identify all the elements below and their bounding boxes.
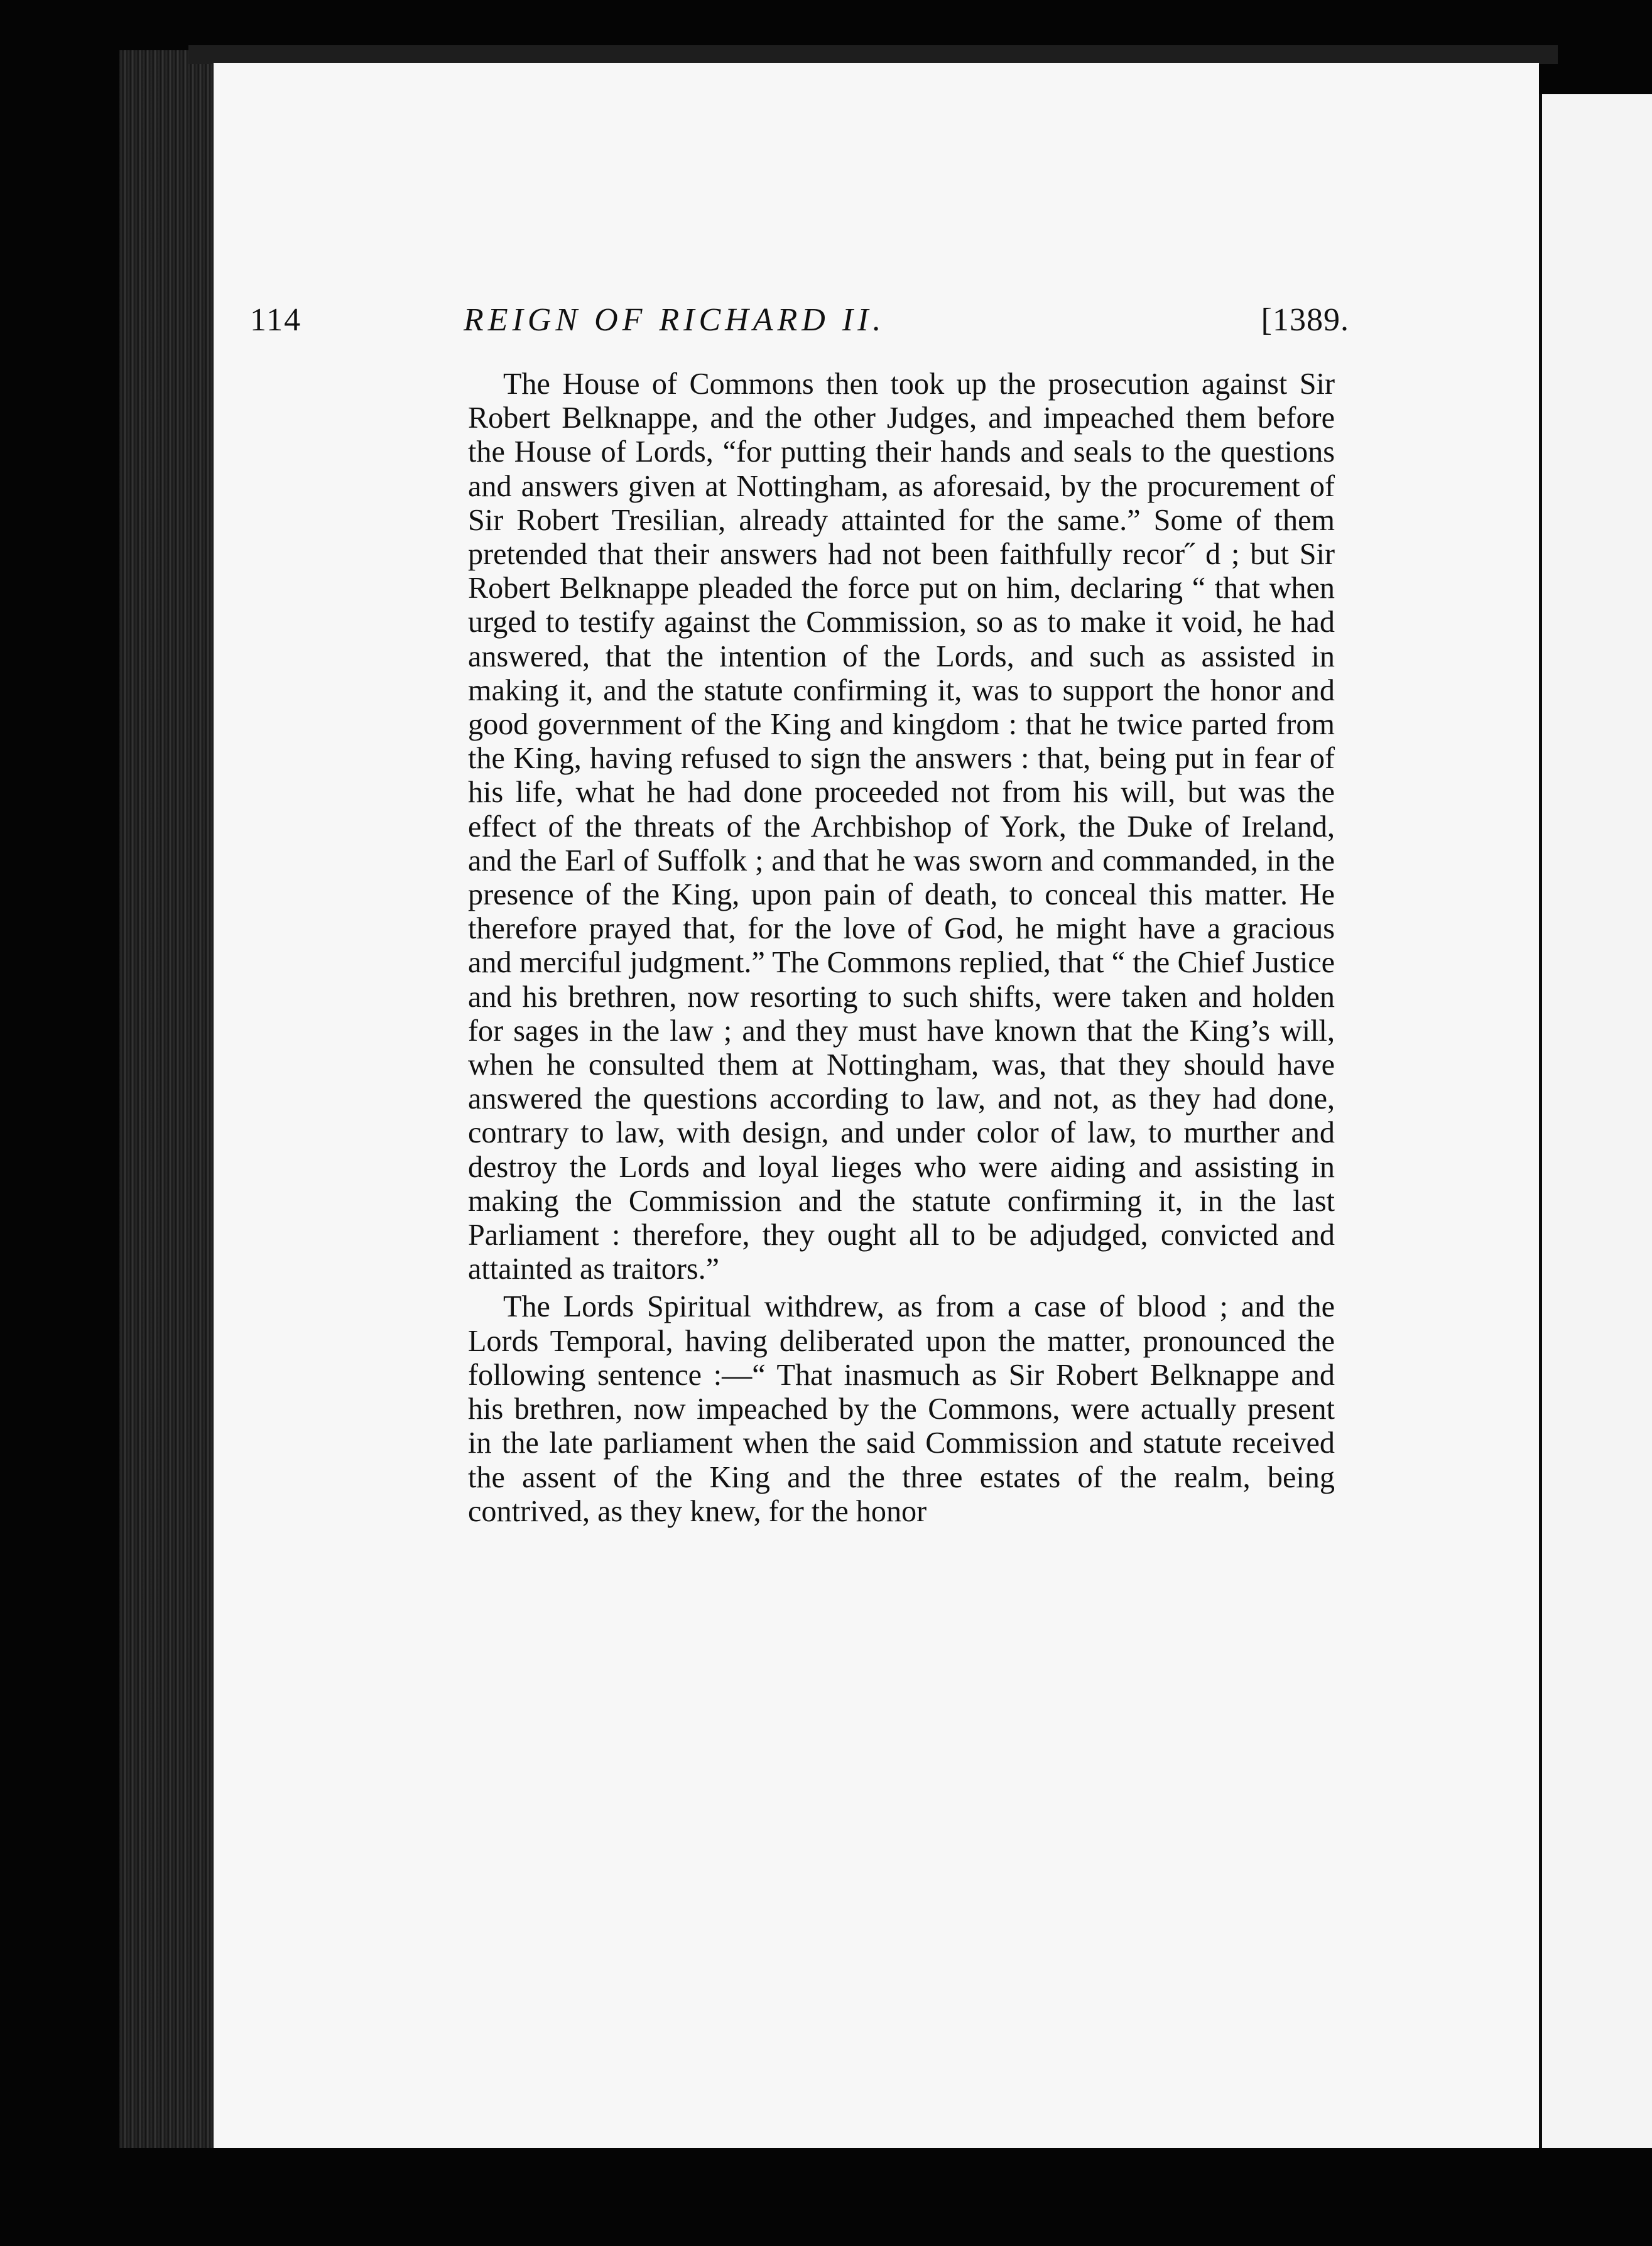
- facing-page: [1542, 94, 1652, 2148]
- page-header: [250, 301, 1349, 358]
- running-title: REIGN OF RICHARD II.: [464, 302, 886, 338]
- page-number: 114: [250, 302, 302, 338]
- body-text: [468, 367, 1335, 1529]
- paragraph: The Lords Spiritual withdrew, as from a case of blood ; and the Lords Temporal, having deliberated upon the matter, pronounced the following sentence :—“ That inasmuch as Sir Robert Belknappe and his brethren, now impeached by the Commons, were actually present in the late parliament when the said Commission and statute received the assent of the King and the three estates of the realm, being contrived, as they knew, for the honor: [468, 1290, 1335, 1528]
- book-top-edge: [188, 45, 1558, 64]
- header-year: [1389.: [1261, 302, 1349, 338]
- paragraph: The House of Commons then took up the prosecution against Sir Robert Belknappe, and the other Judges, and impeached them before the House of Lords, “for putting their hands and seals to the questions and answers given at Nottingham, as aforesaid, by the procurement of Sir Robert Tresilian, already attainted for the same.” Some of them pretended that their answers had not been faithfully recor˝ d ; but Sir Robert Belknappe pleaded the force put on him, declaring “ that when urged to testify against the Commission, so as to make it void, he had answered, that the intention of the Lords, and such as assisted in making it, and the statute confirming it, was to support the honor and good government of the King and kingdom : that he twice parted from the King, having refused to sign the answers : that, being put in fear of his life, what he had done proceeded not from his will, but was the effect of the threats of the Archbishop of York, the Duke of Ireland, and the Earl of Suffolk ; and that he was sworn and commanded, in the presence of the King, upon pain of death, to conceal this matter. He therefore prayed that, for the love of God, he might have a gracious and merciful judgment.” The Commons replied, that “ the Chief Justice and his brethren, now resorting to such shifts, were taken and holden for sages in the law ; and they must have known that the King’s will, when he consulted them at Nottingham, was, that they should have answered the questions according to law, and not, as they had done, contrary to law, with design, and under color of law, to murther and destroy the Lords and loyal lieges who were aiding and assisting in making the Commission and the statute confirming it, in the last Parliament : therefore, they ought all to be adjudged, convicted and attainted as traitors.”: [468, 367, 1335, 1286]
